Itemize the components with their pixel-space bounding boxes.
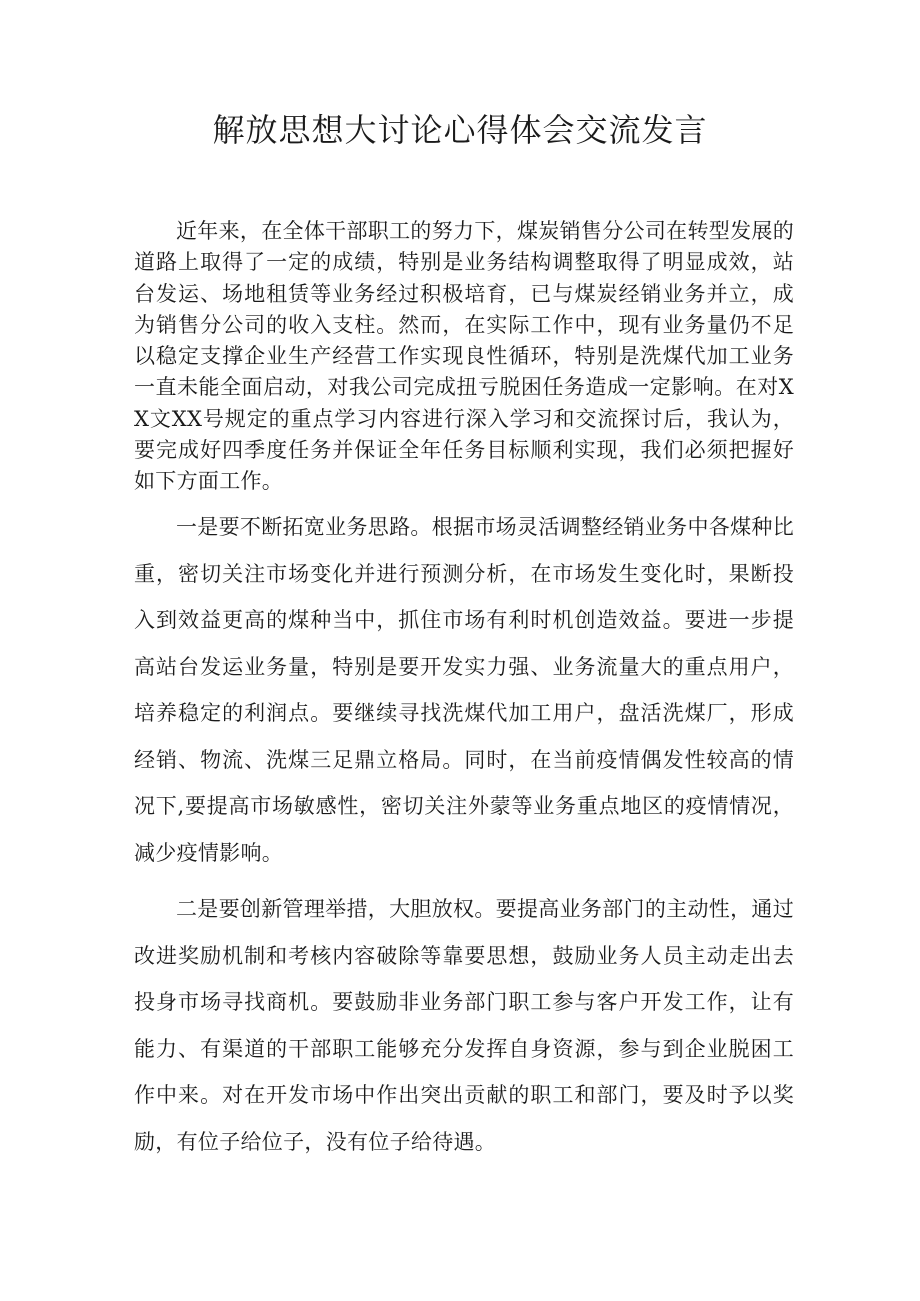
paragraph-point-one: 一是要不断拓宽业务思路。根据市场灵活调整经销业务中各煤种比重，密切关注市场变化并进行预测分析，在市场发生变化时，果断投入到效益更高的煤种当中，抓住市场有利时机创造效益。要进一步提高站台发运业务量，特别是要开发实力强、业务流量大的重点用户，培养稳定的利润点。要继续寻找洗煤代加工用户，盘活洗煤厂，形成经销、物流、洗煤三足鼎立格局。同时，在当前疫情偶发性较高的情况下,要提高市场敏感性，密切关注外蒙等业务重点地区的疫情情况，减少疫情影响。	[134, 515, 794, 865]
paragraph-point-two: 二是要创新管理举措，大胆放权。要提高业务部门的主动性，通过改进奖励机制和考核内容破除等靠要思想，鼓励业务人员主动走出去投身市场寻找商机。要鼓励非业务部门职工参与客户开发工作，让有能力、有渠道的干部职工能够充分发挥自身资源，参与到企业脱困工作中来。对在开发市场中作出突出贡献的职工和部门，要及时予以奖励，有位子给位子，没有位子给待遇。	[134, 897, 794, 1154]
paragraph-intro: 近年来，在全体干部职工的努力下，煤炭销售分公司在转型发展的道路上取得了一定的成绩，特别是业务结构调整取得了明显成效，站台发运、场地租赁等业务经过积极培育，已与煤炭经销业务并立，成为销售分公司的收入支柱。然而，在实际工作中，现有业务量仍不足以稳定支撑企业生产经营工作实现良性循环，特别是洗煤代加工业务一直未能全面启动，对我公司完成扭亏脱困任务造成一定影响。在对XX文XX号规定的重点学习内容进行深入学习和交流探讨后，我认为，要完成好四季度任务并保证全年任务目标顺利实现，我们必须把握好如下方面工作。	[134, 219, 794, 494]
document-title: 解放思想大讨论心得体会交流发言	[212, 111, 708, 149]
